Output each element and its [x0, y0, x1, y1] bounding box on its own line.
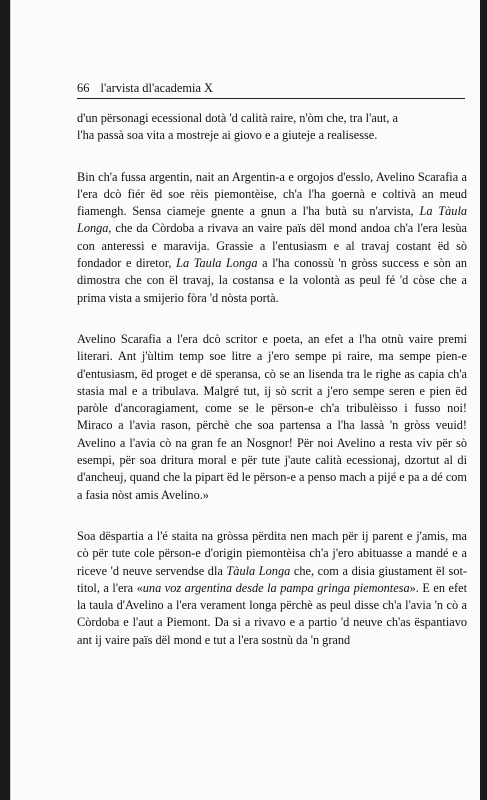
scan-edge	[480, 0, 487, 800]
paragraph-3-seg-1: Avelino Scarafia a l'era dcò scritor e poeta, an efet a l'ha otnù vaire premi literari. Ant j'ùltim temp soe litre a j'ero sempe pi raire, ma sempe pien-e d'entusiasm, ëd proget e dë speransa, cò se an lisenda tra le righe as capia ch'a stasia mal e a tribulava. Malgré tut, ij sò scrit a j'ero sempe seren e pien ëd paròle d'ancoragiament, come se le përson-e ch'a tribulèisso i fusso noi! Miraco a l'avia rason, përchè che soa partensa a l'ha lassà 'n gròss veuid! Avelino a l'avia cò na gran fe an Nosgnor! Për noi Avelino a resta viv për sò esempi, për soa dritura moral e për tute j'aute calità ecessionaj, dzortut al di d'ancheuj, quand che la pipart ëd le përson-e a penso mach a pijé e pa a dé com a fasia nòst amis Avelino.»	[77, 331, 467, 502]
journal-title: Tàula Longa	[226, 563, 291, 578]
book-page	[10, 0, 481, 800]
body-text	[77, 110, 467, 673]
paragraph-4-seg-1: Soa dëspartia a l'é staita na gròssa përdita nen mach për ij parent e j'amis, ma cò për tute cole përson-e d'origin piemontèisa ch'a j'ero abituasse a mandé e a riceve 'd neuve servendse dla	[77, 528, 467, 578]
paragraph-4	[77, 528, 467, 649]
running-title: l'arvista dl'academia X	[100, 81, 213, 95]
paragraph-3	[77, 331, 467, 504]
paragraph-2-seg-1: Bin ch'a fussa argentin, nait an Argentin-a e orgojos d'esslo, Avelino Scarafia a l'era dcò fiér ëd soe rèis piemontèise, ch'a l'ha goernà e coltivà an meud fiamengh. Sensa ciameje gnente a gnun a l'ha butà su n'arvista,	[77, 169, 467, 219]
paragraph-4-seg-5: ». E en efet la taula d'Avelino a l'era verament longa përchè as peul disse ch'a l'avia 'n cò a Còrdoba e l'aut a Piemont. Da si a rivavo e a partio 'd neuve ch'as ëspantiavo ant ij vaire païs dël mond e tut a l'era sostnù da 'n grand	[77, 580, 467, 647]
paragraph-4-seg-3: che, com a disia giustament ël sot-titol, a l'era «	[77, 563, 467, 595]
subtitle-quote: una voz argentina desde la pampa gringa piemontesa	[142, 580, 410, 595]
journal-title: La Taula Longa	[176, 256, 258, 271]
running-header	[77, 81, 465, 99]
paragraph-1-line-1: d'un përsonagi ecessional dotà 'd calità raire, n'òm che, tra l'aut, a	[77, 111, 398, 125]
page-number: 66	[77, 81, 90, 95]
journal-title: La Tàula Longa,	[77, 204, 468, 236]
paragraph-1	[77, 110, 467, 145]
paragraph-2-seg-3: che da Còrdoba a rivava an vaire païs dël mond andoa ch'a l'era lesùa con anteressi e maravija. Grassie a l'entusiasm e al travaj costant ëd sò fondador e diretor,	[77, 221, 467, 271]
paragraph-2-seg-5: a l'ha conossù 'n gròss success e sòn an dimostra che con ël travaj, la costansa e la volontà as peul fé 'd còse che a prima vista a smijerio fòra 'd nòsta portà.	[77, 256, 468, 305]
paragraph-2	[77, 169, 467, 307]
paragraph-1-line-2: l'ha passà soa vita a mostreje ai giovo e a giuteje a realisesse.	[77, 128, 378, 143]
